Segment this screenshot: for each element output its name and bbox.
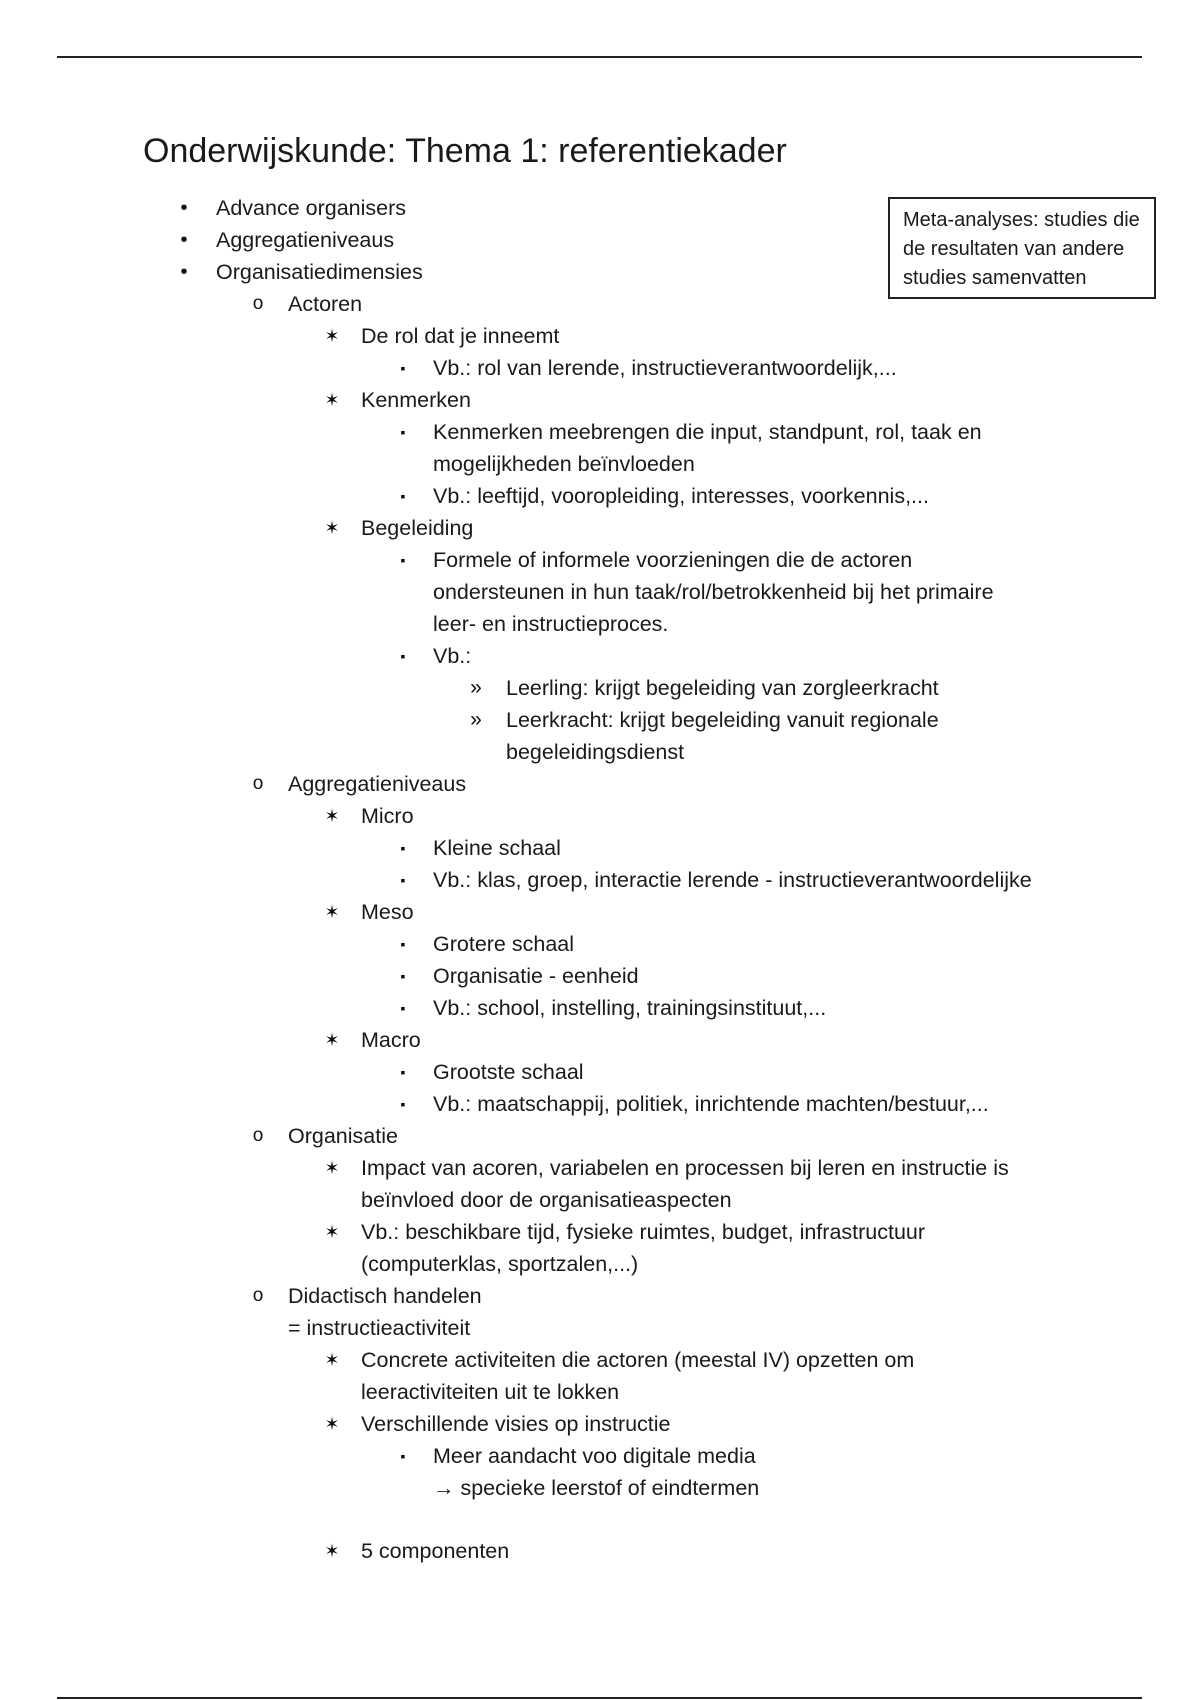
list-item-text: (computerklas, sportzalen,...) [361,1252,639,1276]
list-item [0,512,1200,544]
list-item-text: Aggregatieniveaus [288,772,467,796]
page-title: Onderwijskunde: Thema 1: referentiekader [143,132,787,170]
star-bullet-icon: ✶ [324,1350,340,1370]
list-item-continuation [0,1472,1200,1504]
list-item-text: Begeleiding [361,516,474,540]
list-item-text: Vb.: [433,644,472,668]
list-item-text: Vb.: rol van lerende, instructieverantwoordelijk,... [433,356,897,380]
square-bullet-icon: ▪ [400,872,406,888]
circle-bullet-icon: o [252,1285,264,1306]
list-item-text: Advance organisers [216,196,407,220]
list-item-text: Aggregatieniveaus [216,228,395,252]
list-item [0,704,1200,736]
square-bullet-icon: ▪ [400,968,406,984]
square-bullet-icon: ▪ [400,936,406,952]
star-bullet-icon: ✶ [324,902,340,922]
list-item [0,896,1200,928]
list-item [0,640,1200,672]
list-item [0,800,1200,832]
list-item-text: Micro [361,804,414,828]
square-bullet-icon: ▪ [400,648,406,664]
list-item-text: Kenmerken [361,388,471,412]
list-item-text: Vb.: leeftijd, vooropleiding, interesses, voorkennis,... [433,484,929,508]
star-bullet-icon: ✶ [324,1158,340,1178]
circle-bullet-icon: o [252,1125,264,1146]
list-item-continuation [0,736,1200,768]
list-item-text: → specieke leerstof of eindtermen [433,1476,760,1500]
list-item [0,1024,1200,1056]
list-item [0,864,1200,896]
list-item [0,416,1200,448]
list-item [0,256,1200,288]
star-bullet-icon: ✶ [324,326,340,346]
square-bullet-icon: ▪ [400,360,406,376]
list-item-continuation [0,608,1200,640]
list-item [0,1408,1200,1440]
list-item-continuation [0,1376,1200,1408]
list-item-text: Macro [361,1028,421,1052]
list-item-text: beïnvloed door de organisatieaspecten [361,1188,732,1212]
square-bullet-icon: ▪ [400,1000,406,1016]
square-bullet-icon: ▪ [400,840,406,856]
star-bullet-icon: ✶ [324,518,340,538]
list-item-text: mogelijkheden beïnvloeden [433,452,695,476]
list-item-text: leeractiviteiten uit te lokken [361,1380,620,1404]
list-item-text: Grotere schaal [433,932,575,956]
list-item-text: Meso [361,900,414,924]
list-item-text: Vb.: klas, groep, interactie lerende - instructieverantwoordelijke [433,868,1032,892]
star-bullet-icon: ✶ [324,1414,340,1434]
list-item-text: Vb.: beschikbare tijd, fysieke ruimtes, budget, infrastructuur [361,1220,926,1244]
list-item-continuation [0,1312,1200,1344]
guillemet-bullet-icon: » [470,708,482,731]
list-item [0,1535,1200,1567]
list-item-text: Grootste schaal [433,1060,584,1084]
list-item-text: leer- en instructieproces. [433,612,669,636]
list-item [0,1280,1200,1312]
list-item [0,384,1200,416]
list-item-text: De rol dat je inneemt [361,324,560,348]
list-item-continuation [0,1184,1200,1216]
circle-bullet-icon: o [252,293,264,314]
list-item-text: = instructieactiviteit [288,1316,471,1340]
list-item [0,960,1200,992]
list-item [0,928,1200,960]
circle-bullet-icon: o [252,773,264,794]
list-item-text: Leerkracht: krijgt begeleiding vanuit regionale [506,708,939,732]
list-item [0,1088,1200,1120]
list-item-text: Actoren [288,292,363,316]
list-item-text: Organisatie [288,1124,398,1148]
list-item [0,480,1200,512]
star-bullet-icon: ✶ [324,806,340,826]
list-item-text: Vb.: maatschappij, politiek, inrichtende machten/bestuur,... [433,1092,989,1116]
list-item-continuation [0,448,1200,480]
star-bullet-icon: ✶ [324,390,340,410]
disc-bullet-icon: • [180,197,188,219]
square-bullet-icon: ▪ [400,552,406,568]
list-item-text: Concrete activiteiten die actoren (meestal IV) opzetten om [361,1348,915,1372]
list-item [0,672,1200,704]
header-rule [57,56,1142,58]
footer-rule [57,1697,1142,1699]
star-bullet-icon: ✶ [324,1541,340,1561]
list-item [0,352,1200,384]
square-bullet-icon: ▪ [400,1096,406,1112]
list-item-text: Verschillende visies op instructie [361,1412,671,1436]
blank-line [0,1504,1200,1535]
list-item-text: 5 componenten [361,1539,510,1563]
star-bullet-icon: ✶ [324,1030,340,1050]
disc-bullet-icon: • [180,261,188,283]
disc-bullet-icon: • [180,229,188,251]
list-item-text: ondersteunen in hun taak/rol/betrokkenheid bij het primaire [433,580,994,604]
list-item-continuation [0,576,1200,608]
list-item [0,1344,1200,1376]
callout-line: de resultaten van andere [903,238,1125,260]
list-item [0,1056,1200,1088]
list-item [0,992,1200,1024]
square-bullet-icon: ▪ [400,1448,406,1464]
list-item [0,1440,1200,1472]
callout-line: Meta-analyses: studies die [903,209,1140,231]
outline-list [0,192,1200,1567]
square-bullet-icon: ▪ [400,424,406,440]
list-item [0,1216,1200,1248]
list-item [0,832,1200,864]
list-item [0,544,1200,576]
callout-line: studies samenvatten [903,267,1087,289]
list-item-text: Organisatiedimensies [216,260,423,284]
list-item-text: Organisatie - eenheid [433,964,639,988]
list-item-text: Meer aandacht voo digitale media [433,1444,756,1468]
list-item-text: Impact van acoren, variabelen en processen bij leren en instructie is [361,1156,1009,1180]
guillemet-bullet-icon: » [470,676,482,699]
list-item-text: Formele of informele voorzieningen die de actoren [433,548,913,572]
list-item [0,320,1200,352]
list-item-text: Vb.: school, instelling, trainingsinstituut,... [433,996,827,1020]
star-bullet-icon: ✶ [324,1222,340,1242]
list-item [0,224,1200,256]
list-item [0,288,1200,320]
list-item-text: Kenmerken meebrengen die input, standpunt, rol, taak en [433,420,982,444]
list-item-text: begeleidingsdienst [506,740,685,764]
list-item-text: Didactisch handelen [288,1284,482,1308]
list-item-text: Leerling: krijgt begeleiding van zorgleerkracht [506,676,939,700]
square-bullet-icon: ▪ [400,1064,406,1080]
list-item-text: Kleine schaal [433,836,561,860]
list-item-continuation [0,1248,1200,1280]
list-item [0,192,1200,224]
square-bullet-icon: ▪ [400,488,406,504]
list-item [0,1120,1200,1152]
list-item [0,768,1200,800]
list-item [0,1152,1200,1184]
